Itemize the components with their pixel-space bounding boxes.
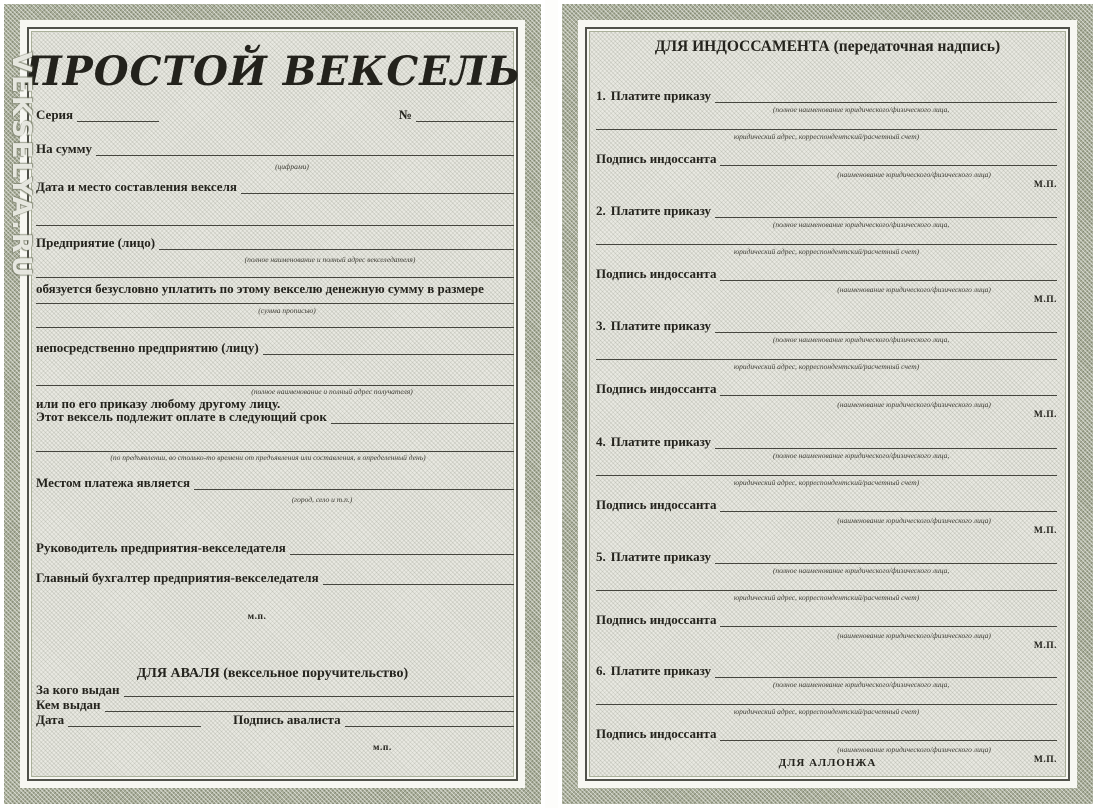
platite-prikazu-label: Платите приказу — [610, 663, 712, 678]
data-mesto-label: Дата и место составления векселя — [36, 179, 237, 194]
na-summu-label: На сумму — [36, 141, 92, 156]
number-fill-line — [416, 111, 514, 122]
srok-label: Этот вексель подлежит оплате в следующий срок — [36, 409, 327, 424]
mp-seal-label: М.П. — [1033, 641, 1057, 651]
podpis-indossanta-label: Подпись индоссанта — [596, 612, 717, 627]
platite-fill-line — [715, 438, 1057, 449]
fill-line-full — [596, 244, 1057, 245]
block-number: 5. — [596, 549, 606, 564]
mp-seal-label: М.П. — [1033, 410, 1057, 420]
buhgalter-label: Главный бухгалтер предприятия-векселедателя — [36, 570, 319, 585]
name-caption: (полное наименование юридического/физического лица, — [772, 566, 950, 575]
obligation-text: обязуется безусловно уплатить по этому векселю денежную сумму в размере — [36, 281, 484, 296]
platite-prikazu-label: Платите приказу — [610, 434, 712, 449]
mp-seal-label: М.П. — [1033, 526, 1057, 536]
platite-fill-line — [715, 322, 1057, 333]
fill-line-full — [596, 475, 1057, 476]
seriya-number-row — [36, 108, 514, 123]
fill-line-full — [36, 385, 514, 386]
endorsement-block-3 — [596, 318, 1057, 431]
address-caption: юридический адрес, корреспондентский/расчетный счет) — [733, 362, 920, 371]
address-caption: юридический адрес, корреспондентский/расчетный счет) — [733, 132, 920, 141]
ili-po-prikazu-text: или по его приказу любому другому лицу. — [36, 396, 281, 411]
endorsement-page — [558, 0, 1097, 808]
platite-fill-line — [715, 667, 1057, 678]
rukovoditel-label: Руководитель предприятия-векселедателя — [36, 540, 286, 555]
data-label: Дата — [36, 712, 65, 727]
za-kogo-label: За кого выдан — [36, 682, 120, 697]
podpis-indossanta-row — [596, 151, 1057, 167]
rukovoditel-fill-line — [290, 544, 514, 555]
fill-line-full — [596, 359, 1057, 360]
za-kogo-fill-line — [124, 686, 515, 697]
mesto-platezha-fill-line — [194, 479, 514, 490]
fill-line-full — [596, 590, 1057, 591]
data-podpis-row — [36, 713, 514, 728]
endorsement-title: ДЛЯ ИНДОССАМЕНТА (передаточная надпись) — [654, 38, 1001, 55]
signer-name-caption: (наименование юридического/физического лица) — [837, 400, 991, 409]
vekseledatel-caption: (полное наименование и полный адрес векселедателя) — [244, 255, 416, 264]
buhgalter-row — [36, 571, 514, 586]
mesto-platezha-label: Местом платежа является — [36, 475, 190, 490]
endorsement-block-5 — [596, 549, 1057, 662]
poluchatel-caption: (полное наименование и полный адрес получателя) — [251, 387, 413, 396]
data-mesto-row — [36, 180, 514, 195]
block-number: 4. — [596, 434, 606, 449]
platite-prikazu-label: Платите приказу — [610, 318, 712, 333]
mesto-platezha-row — [36, 476, 514, 491]
address-caption: юридический адрес, корреспондентский/расчетный счет) — [733, 593, 920, 602]
platite-prikazu-row — [596, 434, 1057, 450]
seriya-fill-line — [77, 111, 159, 122]
za-kogo-row — [36, 683, 514, 698]
platite-prikazu-label: Платите приказу — [610, 88, 712, 103]
address-caption: юридический адрес, корреспондентский/расчетный счет) — [733, 707, 920, 716]
mp-seal-label: М.П. — [1033, 755, 1057, 765]
seriya-label: Серия — [36, 107, 74, 122]
address-caption: юридический адрес, корреспондентский/расчетный счет) — [733, 478, 920, 487]
buhgalter-fill-line — [323, 574, 514, 585]
podpis-fill-line — [720, 270, 1057, 281]
aval-section-title: ДЛЯ АВАЛЯ (вексельное поручительство) — [136, 666, 409, 681]
platite-prikazu-label: Платите приказу — [610, 549, 712, 564]
podpis-fill-line — [720, 155, 1057, 166]
data-mesto-fill-line — [241, 183, 514, 194]
endorsement-block-1 — [596, 88, 1057, 201]
endorsement-block-4 — [596, 434, 1057, 547]
podpis-fill-line — [720, 730, 1057, 741]
fill-line-full — [36, 327, 514, 328]
podpis-indossanta-label: Подпись индоссанта — [596, 497, 717, 512]
name-caption: (полное наименование юридического/физического лица, — [772, 220, 950, 229]
platite-prikazu-row — [596, 549, 1057, 565]
podpis-indossanta-row — [596, 381, 1057, 397]
signer-name-caption: (наименование юридического/физического лица) — [837, 631, 991, 640]
platite-fill-line — [715, 92, 1057, 103]
name-caption: (полное наименование юридического/физического лица, — [772, 451, 950, 460]
platite-prikazu-row — [596, 88, 1057, 104]
mp-seal-label: М.П. — [1033, 295, 1057, 305]
summa-propisyu-caption: (сумма прописью) — [258, 306, 316, 315]
block-number: 6. — [596, 663, 606, 678]
predpriyatie-label: Предприятие (лицо) — [36, 235, 156, 250]
kem-vydan-label: Кем выдан — [36, 697, 101, 712]
platite-prikazu-label: Платите приказу — [610, 203, 712, 218]
neposredstvenno-label: непосредственно предприятию (лицу) — [36, 340, 259, 355]
podpis-fill-line — [720, 385, 1057, 396]
block-number: 1. — [596, 88, 606, 103]
signer-name-caption: (наименование юридического/физического лица) — [837, 285, 991, 294]
block-number: 2. — [596, 203, 606, 218]
podpis-fill-line — [720, 501, 1057, 512]
endorsement-content — [558, 0, 1097, 808]
podpis-indossanta-label: Подпись индоссанта — [596, 381, 717, 396]
srok-row — [36, 410, 514, 425]
mp-seal-label: М.П. — [1033, 180, 1057, 190]
name-caption: (полное наименование юридического/физического лица, — [772, 680, 950, 689]
tsiframi-caption: (цифрами) — [275, 162, 309, 171]
signer-name-caption: (наименование юридического/физического лица) — [837, 745, 991, 754]
signer-name-caption: (наименование юридического/физического лица) — [837, 170, 991, 179]
podpis-indossanta-label: Подпись индоссанта — [596, 266, 717, 281]
name-caption: (полное наименование юридического/физического лица, — [772, 105, 950, 114]
podpis-indossanta-row — [596, 612, 1057, 628]
predpriyatie-row — [36, 236, 514, 251]
platite-prikazu-row — [596, 663, 1057, 679]
rukovoditel-row — [36, 541, 514, 556]
kem-vydan-fill-line — [105, 701, 514, 712]
fill-line-full — [36, 303, 514, 304]
fill-line-full — [596, 704, 1057, 705]
fill-line-full — [36, 277, 514, 278]
watermark: VEKSELYA.RU — [6, 52, 36, 280]
neposredstvenno-row — [36, 341, 514, 356]
podpis-avalista-label: Подпись авалиста — [233, 712, 341, 727]
fill-line-full — [36, 225, 514, 226]
promissory-note-content — [0, 0, 545, 808]
data-fill-line — [68, 716, 201, 727]
fill-line-full — [596, 129, 1057, 130]
na-summu-row — [36, 142, 514, 157]
signer-name-caption: (наименование юридического/физического лица) — [837, 516, 991, 525]
endorsement-block-2 — [596, 203, 1057, 316]
neposredstvenno-fill-line — [263, 344, 514, 355]
number-label: № — [398, 107, 412, 122]
podpis-fill-line — [720, 616, 1057, 627]
name-caption: (полное наименование юридического/физического лица, — [772, 335, 950, 344]
platite-fill-line — [715, 207, 1057, 218]
podpis-avalista-fill-line — [345, 716, 514, 727]
kem-vydan-row — [36, 698, 514, 713]
block-number: 3. — [596, 318, 606, 333]
mp-seal-label: м.п. — [247, 612, 267, 622]
allonge-footer: ДЛЯ АЛЛОНЖА — [778, 757, 877, 769]
predpriyatie-fill-line — [159, 239, 514, 250]
podpis-indossanta-row — [596, 266, 1057, 282]
platite-fill-line — [715, 553, 1057, 564]
srok-fill-line — [331, 413, 514, 424]
page-title: ПРОСТОЙ ВЕКСЕЛЬ — [23, 48, 522, 95]
platite-prikazu-row — [596, 318, 1057, 334]
podpis-indossanta-row — [596, 497, 1057, 513]
podpis-indossanta-label: Подпись индоссанта — [596, 151, 717, 166]
aval-mp-seal-label: м.п. — [373, 743, 392, 753]
gorod-caption: (город, село и т.п.) — [291, 495, 353, 504]
podpis-indossanta-row — [596, 726, 1057, 742]
srok-caption: (по предъявлении, во столько-то времени от предъявления или составления, в определенный день) — [110, 453, 426, 462]
podpis-indossanta-label: Подпись индоссанта — [596, 726, 717, 741]
address-caption: юридический адрес, корреспондентский/расчетный счет) — [733, 247, 920, 256]
platite-prikazu-row — [596, 203, 1057, 219]
na-summu-fill-line — [96, 145, 514, 156]
promissory-note-page — [0, 0, 545, 808]
fill-line-full — [36, 451, 514, 452]
